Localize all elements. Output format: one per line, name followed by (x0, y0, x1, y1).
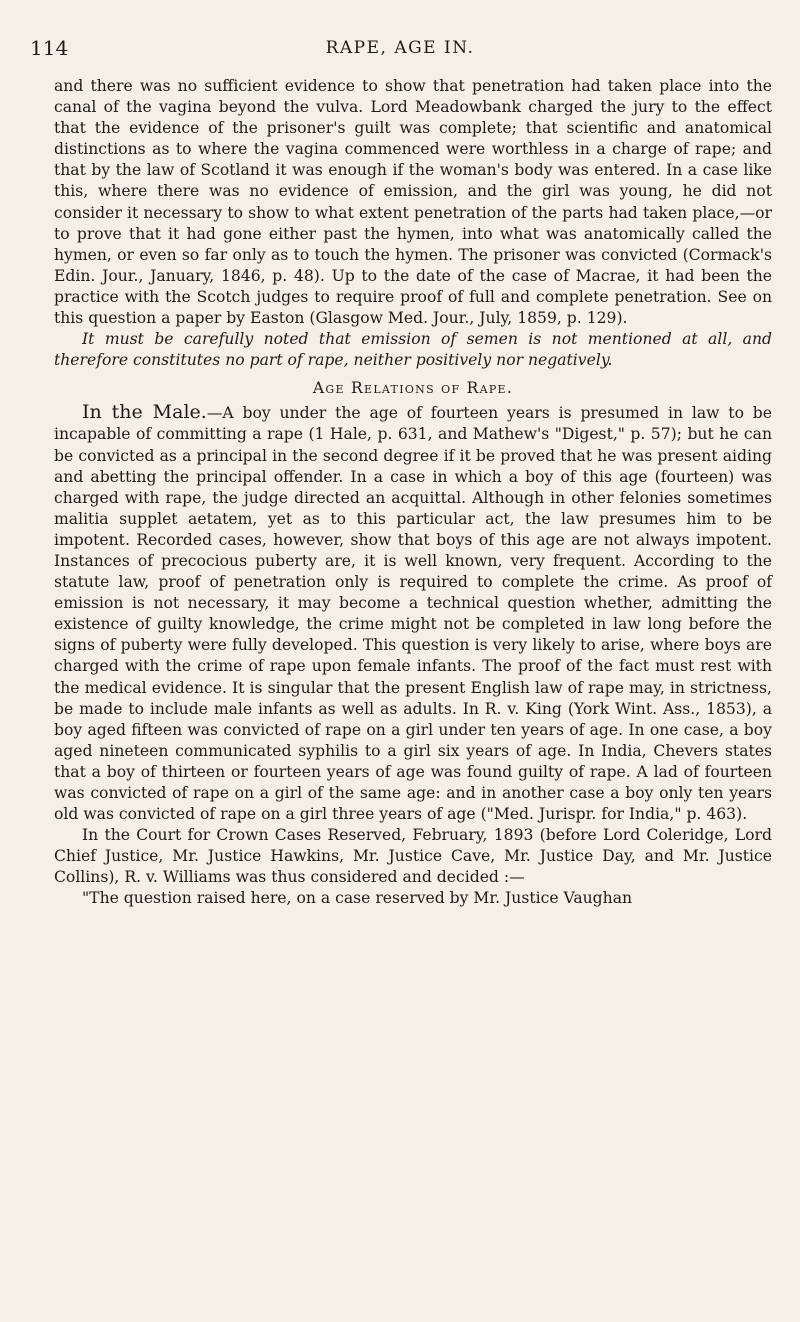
running-head: RAPE, AGE IN. (325, 38, 475, 58)
paragraph-quotation-start: "The question raised here, on a case reserved by Mr. Justice Vaughan (82, 889, 633, 908)
paragraph-crown-cases: In the Court for Crown Cases Reserved, February, 1893 (before Lord Coleridge, Lord Chief Justice, Mr. Justice Hawkins, Mr. Justice Cave, Mr. Justice Day, and Mr. Justice Collins), R. v. Williams was thus considered and decided :— (54, 826, 772, 887)
page-body (54, 76, 772, 910)
paragraph-in-the-male (54, 402, 772, 825)
section-heading: Age Relations of Rape. (312, 379, 514, 398)
paragraph-macrae-case: and there was no sufficient evidence to show that penetration had taken place into the canal of the vagina beyond the vulva. Lord Meadowbank charged the jury to the effect that the evidence of the prisoner's guilt was complete; that scientific and anatomical distinctions as to where the vagina commenced were worthless in a charge of rape; and that by the law of Scotland it was enough if the woman's body was entered. In a case like this, where there was no evidence of emission, and the girl was young, he did not consider it necessary to show to what extent penetration of the parts had taken place,—or to prove that it had gone either past the hymen, into what was anatomically called the hymen, or even so far only as to touch the hymen. The prisoner was convicted (Cormack's Edin. Jour., January, 1846, p. 48). Up to the date of the case of Macrae, it had been the practice with the Scotch judges to require proof of full and complete penetration. See on this question a paper by Easton (Glasgow Med. Jour., July, 1859, p. 129). (54, 77, 772, 328)
paragraph-lead-in: In the Male. (82, 401, 207, 424)
page-number: 114 (30, 36, 69, 60)
page-header (30, 36, 770, 66)
paragraph-text: —A boy under the age of fourteen years is presumed in law to be incapable of committing a rape (1 Hale, p. 631, and Mathew's "Digest," p. 57); but he can be convicted as a principal in the second degree if it be proved that he was present aiding and abetting the principal offender. In a case in which a boy of this age (fourteen) was charged with rape, the judge directed an acquittal. Although in other felonies sometimes malitia supplet aetatem, yet as to this particular act, the law presumes him to be impotent. Recorded cases, however, show that boys of this age are not always impotent. Instances of precocious puberty are, it is well known, very frequent. According to the statute law, proof of penetration only is required to complete the crime. As proof of emission is not necessary, it may become a technical question whether, admitting the existence of guilty knowledge, the crime might not be completed in law long before the signs of puberty were fully developed. This question is very likely to arise, where boys are charged with the crime of rape upon female infants. The proof of the fact must rest with the medical evidence. It is singular that the present English law of rape may, in strictness, be made to include male infants as well as adults. In R. v. King (York Wint. Ass., 1853), a boy aged fifteen was convicted of rape on a girl under ten years of age. In one case, a boy aged nineteen communicated syphilis to a girl six years of age. In India, Chevers states that a boy of thirteen or fourteen years of age was found guilty of rape. A lad of fourteen was convicted of rape on a girl of the same age: and in another case a boy only ten years old was convicted of rape on a girl three years of age ("Med. Jurispr. for India," p. 463). (54, 404, 772, 824)
paragraph-emission-note: It must be carefully noted that emission of semen is not mentioned at all, and therefore constitutes no part of rape, neither positively nor negatively. (54, 330, 772, 370)
